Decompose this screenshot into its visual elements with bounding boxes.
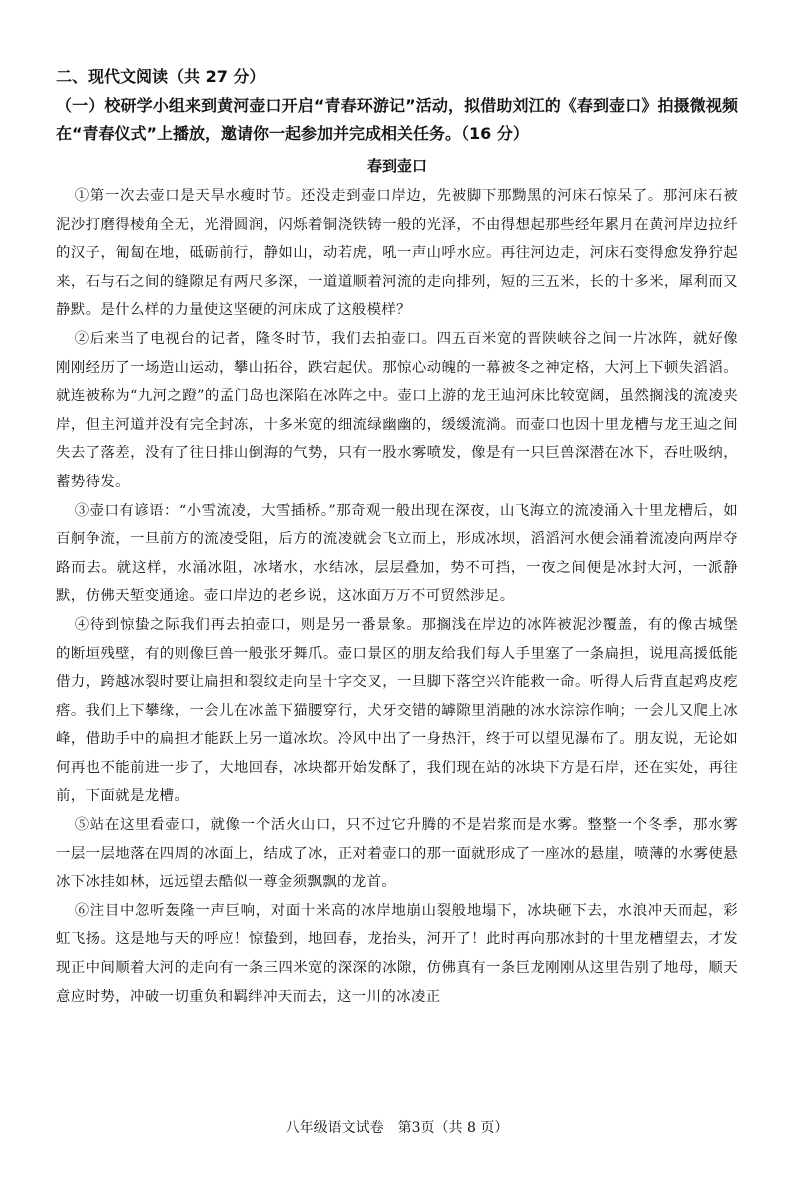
paragraph-3: ③壶口有谚语：“小雪流凌，大雪插桥。”那奇观一般出现在深夜，山飞海立的流凌涌入十里龙槽后，如百舸争流，一旦前方的流凌受阻，后方的流凌就会飞立而上，形成冰坝，滔滔河水便会涌着流凌向两岸夺路而去。就这样，水涌冰阻，冰堵水，水结冰，层层叠加，势不可挡，一夜之间便是冰封大河，一派静默，仿佛天堑变通途。壶口岸边的老乡说，这冰面万万不可贸然涉足。 <box>56 502 738 605</box>
paragraph-5: ⑤站在这里看壶口，就像一个活火山口，只不过它升腾的不是岩浆而是水雾。整整一个冬季，那水雾一层一层地落在四周的冰面上，结成了冰，正对着壶口的那一面就形成了一座冰的悬崖，喷薄的水雾使悬冰下冰挂如林，远远望去酷似一尊金须飘飘的龙首。 <box>56 817 738 891</box>
paragraph-2: ②后来当了电视台的记者，隆冬时节，我们去拍壶口。四五百米宽的晋陕峡谷之间一片冰阵，就好像刚刚经历了一场造山运动，攀山拓谷，跌宕起伏。那惊心动魄的一幕被冬之神定格，大河上下顿失滔滔。就连被称为“九河之蹬”的孟门岛也深陷在冰阵之中。壶口上游的龙王辿河床比较宽阔，虽然搁浅的流凌夹岸，但主河道并没有完全封冻，十多米宽的细流绿幽幽的，缓缓流淌。而壶口也因十里龙槽与龙王辿之间失去了落差，没有了往日排山倒海的气势，只有一股水雾喷发，像是有一只巨兽深潜在冰下，吞吐吸纳，蓄势待发。 <box>56 330 738 490</box>
section-title: 二、现代文阅读（共 27 分） <box>56 67 266 86</box>
task-intro: （一）校研学小组来到黄河壶口开启“青春环游记”活动，拟借助刘江的《春到壶口》拍摄微视频在“青春仪式”上播放，邀请你一起参加并完成相关任务。（16 分） <box>56 96 738 143</box>
paragraph-4: ④待到惊蛰之际我们再去拍壶口，则是另一番景象。那搁浅在岸边的冰阵被泥沙覆盖，有的像古城堡的断垣残壁，有的则像巨兽一般张牙舞爪。壶口景区的朋友给我们每人手里塞了一条扁担，说甩高援低能借力，跨越冰裂时要让扁担和裂纹走向呈十字交叉，一旦脚下落空兴许能救一命。听得人后背直起鸡皮疙瘩。我们上下攀缘，一会儿在冰盖下猫腰穿行，犬牙交错的罅隙里消融的冰水淙淙作响；一会儿又爬上冰峰，借助手中的扁担才能跃上另一道冰坎。冷风中出了一身热汗，终于可以望见瀑布了。朋友说，无论如何再也不能前进一步了，大地回春，冰块都开始发酥了，我们现在站的冰块下方是石岸，还在实处，再往前，下面就是龙槽。 <box>56 616 738 805</box>
article-body <box>56 182 738 1011</box>
page-footer: 八年级语文试卷 第3页（共 8 页） <box>285 1120 509 1136</box>
paragraph-6: ⑥注目中忽听轰隆一声巨响，对面十米高的冰岸地崩山裂般地塌下，冰块砸下去，水浪冲天而起，彩虹飞扬。这是地与天的呼应！惊蛰到，地回春，龙抬头，河开了！此时再向那冰封的十里龙槽望去，才发现正中间顺着大河的走向有一条三四米宽的深深的冰隙，仿佛真有一条巨龙刚刚从这里告别了地母，顺天意应时势，冲破一切重负和羁绊冲天而去，这一川的冰凌正 <box>56 902 738 1005</box>
paragraph-1: ①第一次去壶口是天旱水瘦时节。还没走到壶口岸边，先被脚下那黝黑的河床石惊呆了。那河床石被泥沙打磨得棱角全无，光滑圆润，闪烁着铜浇铁铸一般的光泽，不由得想起那些经年累月在黄河岸边拉纤的汉子，匍匐在地，砥砺前行，静如山，动若虎，吼一声山呼水应。再往河边走，河床石变得愈发狰狞起来，石与石之间的缝隙足有两尺多深，一道道顺着河流的走向排列，短的三五米，长的十多米，犀利而又静默。是什么样的力量使这坚硬的河床成了这般模样？ <box>56 188 738 319</box>
article-title: 春到壶口 <box>366 157 427 175</box>
